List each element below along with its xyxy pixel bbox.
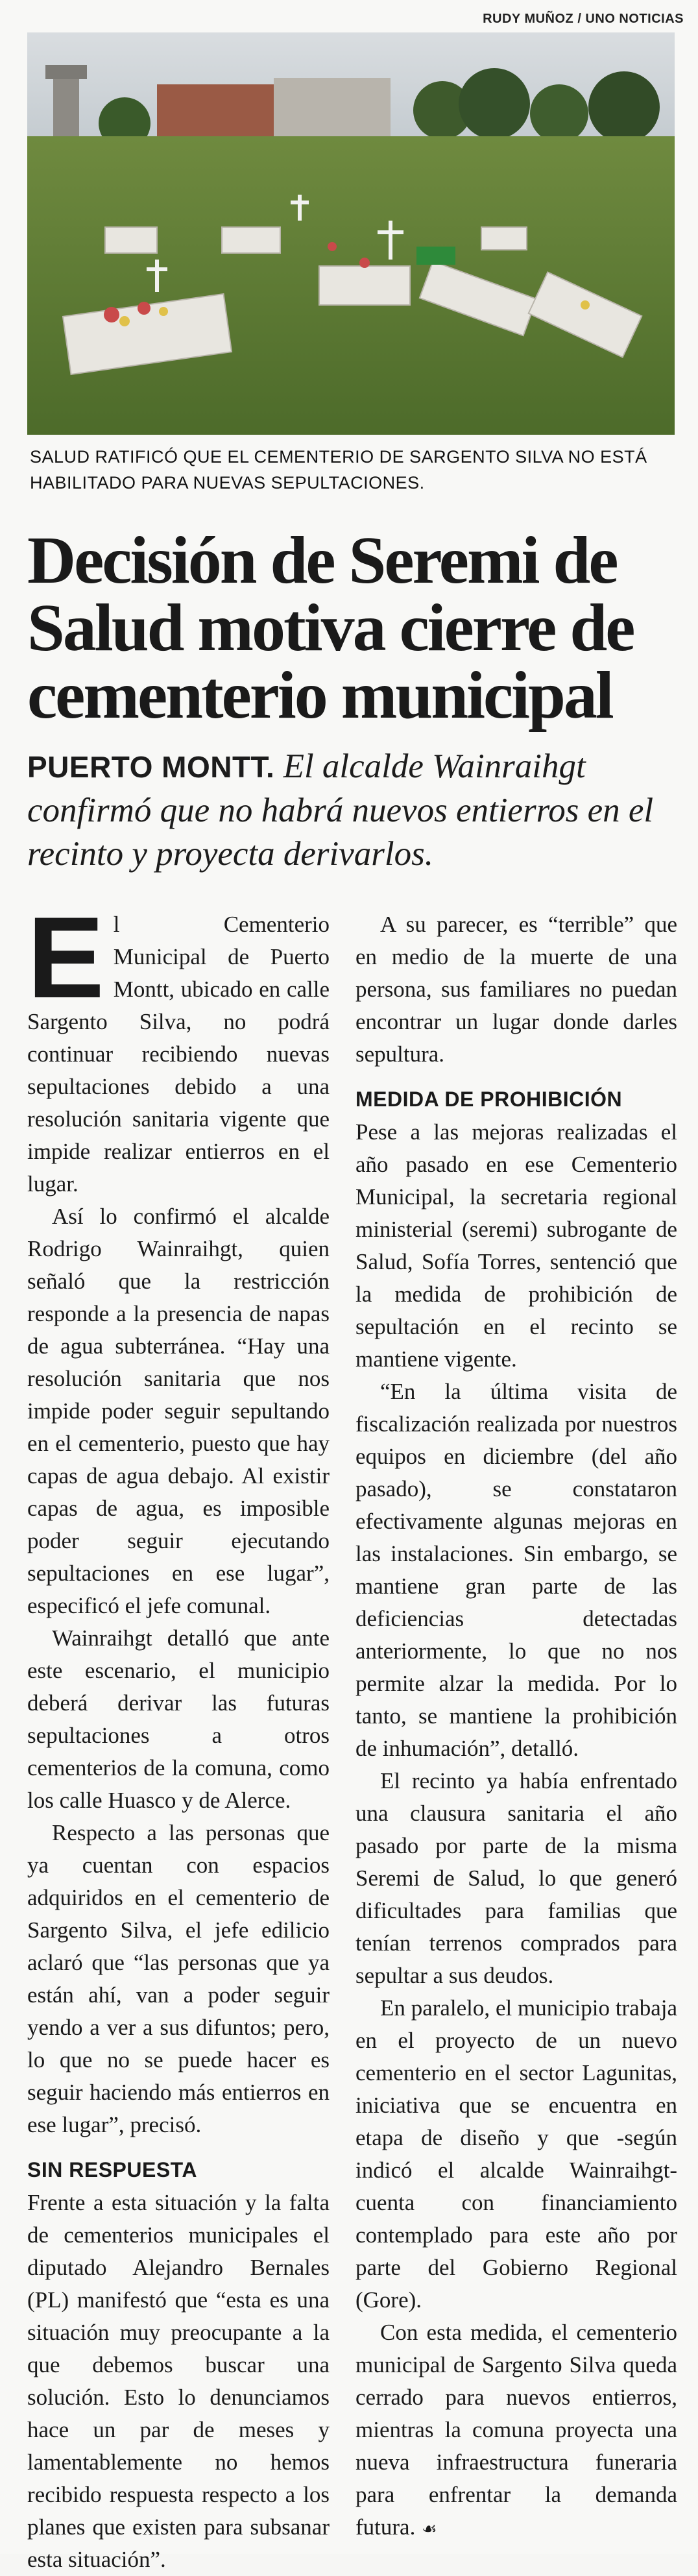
subheading-medida-prohibicion: MEDIDA DE PROHIBICIÓN <box>355 1088 623 1111</box>
body-paragraph-4: Respecto a las personas que ya cuentan con espacios adquiridos en el cementerio de Sargento Silva, el jefe edilicio aclaró que “las personas que ya están ahí, van a poder seguir yendo a ver a sus difuntos; pero, lo que no se puede hacer es seguir haciendo más entierros en ese lugar”, precisó. <box>27 1820 330 2137</box>
body-paragraph-2: Así lo confirmó el alcalde Rodrigo Wainraihgt, quien señaló que la restricción responde a la presencia de napas de agua subterránea. “Hay una resolución sanitaria que nos impide poder seguir sepultando en el cementerio, puesto que hay capas de agua debajo. Al existir capas de agua, es imposible poder seguir ejecutando sepultaciones en ese lugar”, especificó el jefe comunal. <box>27 1204 330 1618</box>
body-paragraph-1 <box>27 893 330 1200</box>
lead-paragraph <box>27 745 669 876</box>
article-column-left <box>27 893 330 2576</box>
drop-cap: E <box>27 893 104 1022</box>
lead-place: PUERTO MONTT. <box>27 750 275 784</box>
headline: Decisión de Seremi de Salud motiva cierre de cementerio municipal <box>27 523 634 733</box>
end-mark-icon: ☙ <box>422 2520 437 2539</box>
photo-caption: SALUD RATIFICÓ QUE EL CEMENTERIO DE SARGENTO SILVA NO ESTÁ HABILITADO PARA NUEVAS SEPULTACIONES. <box>30 447 647 492</box>
photo-credit: RUDY MUÑOZ / UNO NOTICIAS <box>483 12 684 26</box>
body-paragraph-8: “En la última visita de fiscalización realizada por nuestros equipos en diciembre (del año pasado), se constataron efectivamente algunas mejoras en las instalaciones. Sin embargo, se mantiene gran parte de las deficiencias detectadas anteriormente, lo que no nos permite alzar la medida. Por lo tanto, se mantiene la prohibición de inhumación”, detalló. <box>355 1379 677 1761</box>
body-paragraph-7: Pese a las mejoras realizadas el año pasado en ese Cementerio Municipal, la secretaria regional ministerial (seremi) subrogante de Salud, Sofía Torres, sentenció que la medida de prohibición de sepultación en el recinto se mantiene vigente. <box>355 1119 677 1372</box>
cemetery-photo <box>27 32 675 435</box>
body-paragraph-3: Wainraihgt detalló que ante este escenario, el municipio deberá derivar las futuras sepultaciones a otros cementerios de la comuna, como los calle Huasco y de Alerce. <box>27 1625 330 1813</box>
body-paragraph-6: A su parecer, es “terrible” que en medio de la muerte de una persona, sus familiares no puedan encontrar un lugar donde darles sepultura. <box>355 912 677 1067</box>
body-paragraph-5: Frente a esta situación y la falta de cementerios municipales el diputado Alejandro Bernales (PL) manifestó que “esta es una situación muy preocupante a la que debemos buscar una solución. Esto lo denunciamos hace un par de meses y lamentablemente no hemos recibido respuesta respecto a los planes que existen para subsanar esta situación”. <box>27 2190 330 2572</box>
article-column-right <box>355 908 677 2546</box>
subheading-sin-respuesta: SIN RESPUESTA <box>27 2158 197 2181</box>
lead-text: El alcalde Wainraihgt confirmó que no habrá nuevos entierros en el recinto y proyecta derivarlos. <box>27 747 654 873</box>
body-paragraph-9: El recinto ya había enfrentado una clausura sanitaria el año pasado por parte de la misma Seremi de Salud, lo que generó dificultades para familias que tenían terrenos comprados para sepultar a sus deudos. <box>355 1768 677 1988</box>
body-paragraph-11-text: Con esta medida, el cementerio municipal de Sargento Silva queda cerrado para nuevos entierros, mientras la comuna proyecta una nueva infraestructura funeraria para enfrentar la demanda futura. <box>355 2320 677 2540</box>
body-paragraph-10: En paralelo, el municipio trabaja en el proyecto de un nuevo cementerio en el sector Lagunitas, iniciativa que se encuentra en etapa de diseño y que -según indicó el alcalde Wainraihgt- cuenta con financiamiento contemplado para este año por parte del Gobierno Regional (Gore). <box>355 1995 677 2313</box>
body-paragraph-1-text: l Cementerio Municipal de Puerto Montt, ubicado en calle Sargento Silva, no podrá continuar recibiendo nuevas sepultaciones debido a una resolución sanitaria vigente que impide realizar entierros en el lugar. <box>27 912 330 1197</box>
body-paragraph-11 <box>355 2316 677 2546</box>
